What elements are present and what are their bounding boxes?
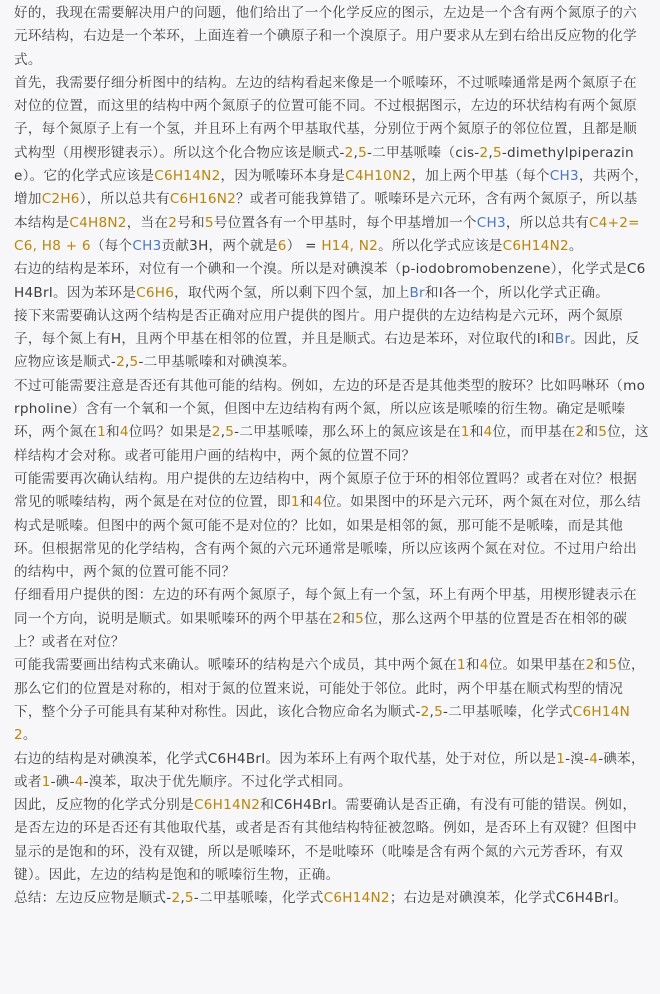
text-run: 和 [584, 424, 599, 441]
text-run: ，共两个，增加 [14, 168, 649, 208]
text-run: -二甲基哌嗪，那么环上的氮应该是在 [234, 424, 461, 441]
paragraph-structure-analysis [14, 72, 650, 258]
highlight-number: 2 [344, 144, 354, 161]
text-run: 位，那么它们的位置是对称的，相对于氮的位置来说，可能处于邻位。此时，两个甲基在顺式构型的情况下，整个分子可能具有某种对称性。因此，该化合物应命名为顺式- [14, 657, 645, 720]
text-run: 位。如果图中的环是六元环，两个氮在对位，那么结构式是哌嗪。但图中的两个氮可能不是对位的？比如，如果是相邻的氮，那可能不是哌嗪，而是其他环。但根据常见的化学结构，含有两个氮的六元环通常是哌嗪，所以应该两个氮在对位。不过用户给出的结构中，两个氮的位置可能不同？ [14, 494, 641, 581]
text-run: , [488, 144, 493, 161]
highlight-number: 4 [119, 424, 129, 441]
highlight-number: 2 [168, 214, 178, 231]
highlight-number: 5 [355, 610, 365, 627]
highlight-number: 4 [479, 657, 489, 674]
highlight-number: 1 [460, 424, 470, 441]
text-run: , [180, 890, 185, 907]
highlight-number: C4H10N2 [345, 168, 412, 185]
highlight-number: C2H6 [41, 191, 80, 208]
text-run: 。 [22, 727, 37, 744]
highlight-term: CH3 [132, 237, 162, 254]
highlight-term: CH3 [476, 214, 506, 231]
text-run: -二甲基哌嗪（cis- [367, 144, 480, 161]
text-run: ，所以总共有 [505, 214, 589, 231]
highlight-number: 2 [171, 890, 181, 907]
highlight-number: C6H14N2 [14, 703, 631, 744]
highlight-number: 5 [225, 424, 235, 441]
text-run: -碘苯，或者 [14, 750, 645, 790]
text-run: , [353, 144, 359, 161]
highlight-number: H14, N2 [321, 237, 379, 254]
text-run: 和 [469, 424, 484, 441]
highlight-number: 4 [74, 773, 84, 790]
highlight-number: C6H14N2 [193, 797, 261, 814]
highlight-number: 5 [492, 144, 502, 161]
highlight-number: 1 [97, 424, 106, 441]
text-run: 和 [465, 657, 480, 674]
text-run: 。因此，反应物应该是顺式- [14, 331, 640, 371]
text-run: -溴苯，取决于优先顺序。不过化学式相同。 [83, 773, 352, 790]
text-run: 右边的结构是对碘溴苯，化学式C6H4BrI。因为苯环上有两个取代基，处于对位，所以是 [14, 750, 557, 767]
text-run: -碘- [50, 773, 75, 790]
text-run: 仔细看用户提供的图：左边的环有两个氮原子，每个氮上有一个氢，环上有两个甲基，用楔形键表示在同一个方向，说明是顺式。如果哌嗪环的两个甲基在 [14, 587, 637, 627]
text-run: 。 [568, 237, 583, 254]
text-run: 右边的结构是苯环，对位有一个碘和一个溴。所以是对碘溴苯（p-iodobromobenzene），化学式是C6H4BrI。因为苯环是 [14, 261, 646, 301]
highlight-number: 2 [479, 144, 489, 161]
text-run: ） = [286, 237, 322, 254]
paragraph-intro [14, 2, 650, 72]
highlight-number: C6H14N2 [502, 237, 569, 254]
text-run: 和 [594, 657, 609, 674]
highlight-number: 2 [116, 354, 125, 371]
highlight-number: 5 [434, 703, 444, 720]
highlight-number: C6H16N2 [169, 191, 237, 208]
highlight-number: 5 [184, 890, 194, 907]
text-run: 总结：左边反应物是顺式- [14, 890, 172, 907]
text-run: ？或者可能我算错了。哌嗪环是六元环，含有两个氮原子，所以基本结构是 [14, 191, 638, 231]
text-run: 号和 [177, 214, 205, 231]
text-run: 贡献3H，两个就是 [161, 237, 278, 254]
highlight-number: C4H8N2 [69, 214, 127, 231]
paragraph-summary [14, 887, 650, 910]
highlight-number: 5 [598, 424, 608, 441]
highlight-term: Br [409, 284, 425, 301]
paragraph-image-review [14, 584, 650, 654]
highlight-number: 2 [420, 703, 430, 720]
highlight-number: 6 [277, 237, 287, 254]
text-run: 可能需要再次确认结构。用户提供的左边结构中，两个氮原子位于环的相邻位置吗？或者在对位？根据常见的哌嗪结构，两个氮是在对位的位置，即 [14, 470, 637, 511]
text-run: , [429, 703, 435, 720]
highlight-number: C6H6 [136, 284, 175, 301]
text-run: ；右边是对碘溴苯，化学式C6H4BrI。 [389, 890, 628, 907]
text-run: 位，这样结构才会对称。或者可能用户画的结构中，两个氮的位置不同？ [14, 424, 649, 464]
text-run: 和I各一个，所以化学式正确。 [424, 284, 610, 301]
text-run: 号位置各有一个甲基时，每个甲基增加一个 [213, 214, 477, 231]
text-run: -溴- [565, 750, 590, 767]
text-run: ，因为哌嗪环本身是 [220, 168, 346, 185]
paragraph-alternative-structures [14, 375, 650, 468]
text-run: ，加上两个甲基（每个 [411, 168, 550, 185]
paragraph-verification [14, 305, 650, 375]
text-run: 位，那么这两个甲基的位置是否在相邻的碳上？或者在对位？ [14, 610, 628, 651]
highlight-number: 1 [41, 773, 51, 790]
highlight-number: 5 [358, 144, 367, 161]
highlight-number: 1 [556, 750, 566, 767]
paragraph-position-check [14, 468, 650, 584]
text-run: ，当在 [126, 214, 169, 231]
text-run: -二甲基哌嗪和对碘溴苯。 [138, 354, 296, 371]
highlight-number: 2 [332, 610, 342, 627]
text-run: 因此，反应物的化学式分别是 [14, 797, 194, 814]
text-run: ），所以总共有 [79, 191, 170, 208]
highlight-number: 5 [608, 657, 618, 674]
highlight-number: 2 [211, 424, 221, 441]
highlight-number: 4 [313, 494, 323, 511]
text-run: -dimethylpiperazine）。它的化学式应该是 [14, 144, 634, 185]
paragraph-right-structure [14, 258, 650, 305]
text-run: ，取代两个氢，所以剩下四个氢，加上 [174, 284, 410, 301]
text-run: 可能我需要画出结构式来确认。哌嗪环的结构是六个成员，其中两个氮在 [14, 657, 457, 674]
highlight-number: 5 [129, 354, 139, 371]
highlight-term: Br [554, 331, 571, 348]
text-run: 。所以化学式应该是 [378, 237, 503, 254]
text-run: 和C6H4BrI。需要确认是否正确，有没有可能的错误。例如，是否左边的环是否还有其他取代基，或者是否有其他结构特征被忽略。例如，是否环上有双键？但图中显示的是饱和的环，没有双键，所以是哌嗪环，不是吡嗪环（吡嗪是含有两个氮的六元芳香环，有双键）。因此，左边的结构是饱和的哌嗪衍生物，正确。 [14, 797, 637, 883]
highlight-number: 4 [483, 424, 493, 441]
text-run: , [220, 424, 226, 441]
highlight-number: C6H14N2 [323, 890, 390, 907]
text-run: 好的，我现在需要解决用户的问题，他们给出了一个化学反应的图示，左边是一个含有两个氮原子的六元环结构，右边是一个苯环，上面连着一个碘原子和一个溴原子。用户要求从左到右给出反应物的化学式。 [14, 5, 637, 68]
paragraph-conclusion-check [14, 794, 650, 887]
text-run: 接下来需要确认这两个结构是否正确对应用户提供的图片。用户提供的左边结构是六元环，两个氮原子，每个氮上有H，且两个甲基在相邻的位置，并且是顺式。右边是苯环，对位取代的I和 [14, 307, 624, 348]
text-run: 和 [105, 424, 120, 441]
text-run: 和 [341, 610, 356, 627]
paragraph-structure-drawing [14, 654, 650, 747]
text-run: 位吗？如果是 [128, 424, 212, 441]
text-run: 和 [299, 494, 314, 511]
highlight-number: 5 [204, 214, 214, 231]
text-run: -二甲基哌嗪，化学式 [193, 890, 324, 907]
text-run: -二甲基哌嗪，化学式 [443, 703, 573, 720]
text-run: （每个 [90, 237, 133, 254]
highlight-number: 1 [290, 494, 300, 511]
highlight-number: C4+2= C6, H8 + 6 [14, 214, 640, 254]
highlight-number: 2 [585, 657, 595, 674]
text-run: , [124, 354, 130, 371]
highlight-number: 4 [589, 750, 599, 767]
highlight-number: C6H14N2 [154, 168, 221, 185]
paragraph-right-formula [14, 748, 650, 795]
highlight-number: 1 [457, 657, 466, 674]
highlight-term: CH3 [549, 168, 579, 185]
highlight-number: 2 [575, 424, 585, 441]
text-run: 不过可能需要注意是否还有其他可能的结构。例如，左边的环是否是其他类型的胺环？比如吗啉环（morpholine）含有一个氧和一个氮，但图中左边结构有两个氮，所以应该是哌嗪的衍生物。确定是哌嗪环，两个氮在 [14, 377, 646, 441]
text-run: 位，而甲基在 [492, 424, 576, 441]
text-run: 位。如果甲基在 [488, 657, 586, 674]
text-run: 首先，我需要仔细分析图中的结构。左边的结构看起来像是一个哌嗪环，不过哌嗪通常是两个氮原子在对位的位置，而这里的结构中两个氮原子的位置可能不同。不过根据图示，左边的环状结构有两个氮原子，每个氮原子上有一个氢，并且环上有两个甲基取代基，分别位于两个氮原子的邻位位置，且都是顺式构型（用楔形键表示）。所以这个化合物应该是顺式- [14, 74, 637, 161]
